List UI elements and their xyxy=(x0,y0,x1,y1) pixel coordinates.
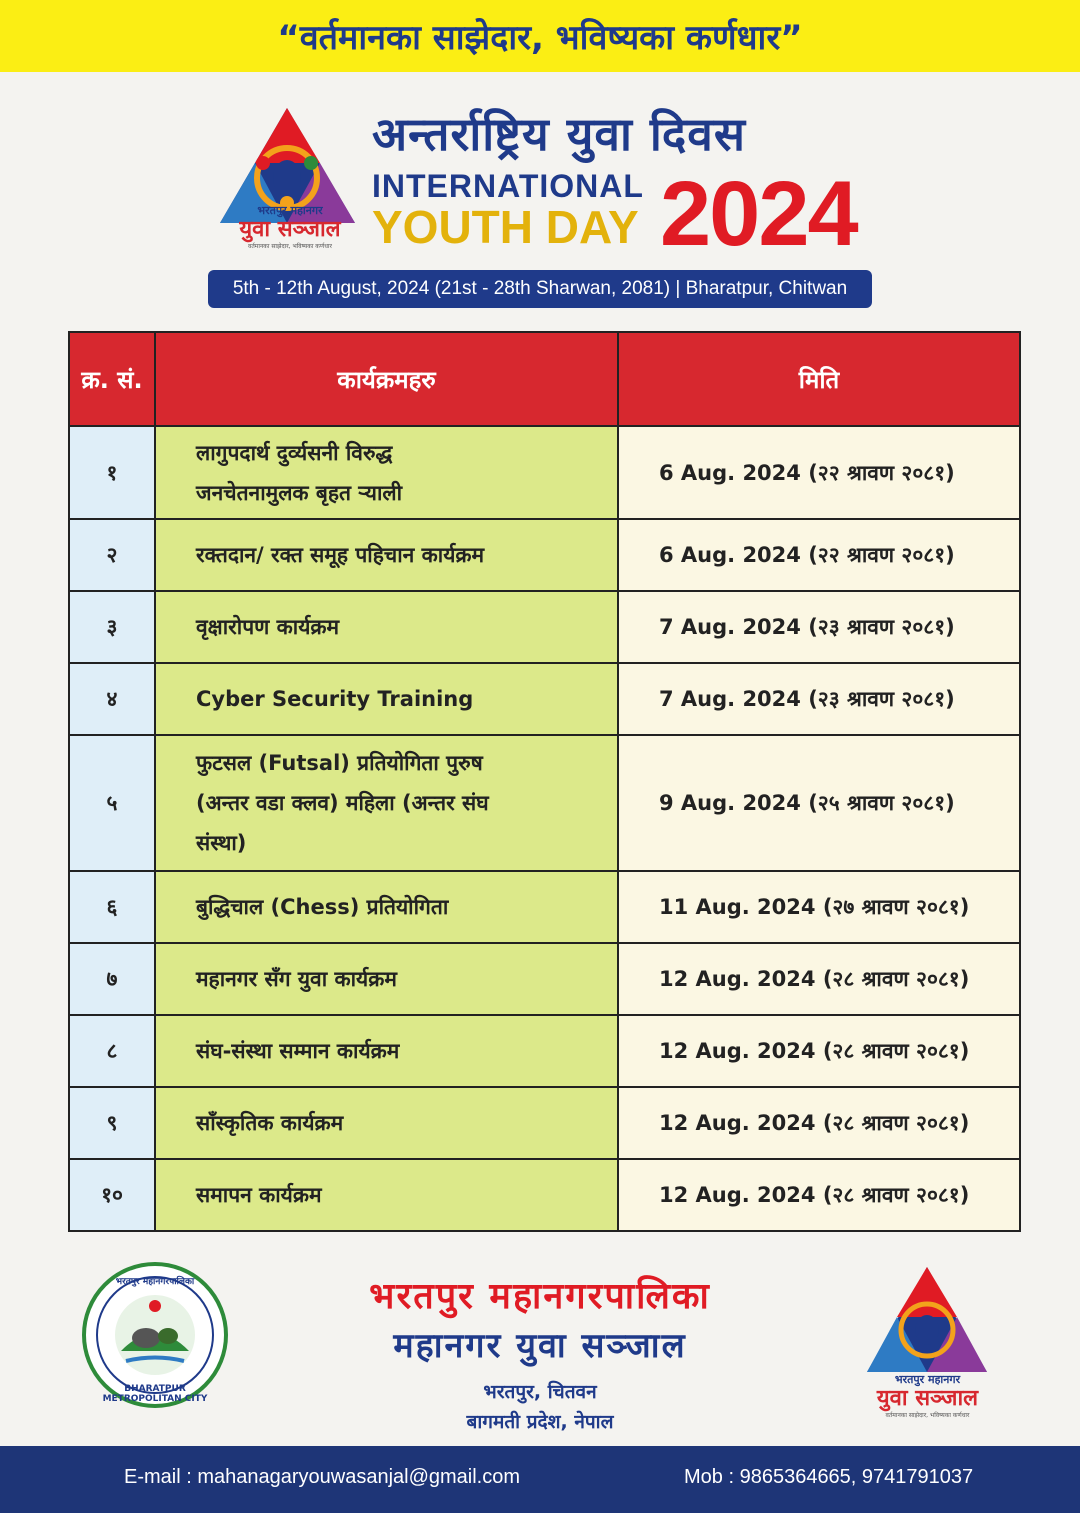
footer-logo-line2: युवा सञ्जाल xyxy=(876,1386,979,1411)
address-line1: भरतपुर, चितवन xyxy=(483,1381,597,1403)
org-name-municipality: भरतपुर महानगरपालिका xyxy=(369,1276,711,1317)
table-row xyxy=(69,591,1020,663)
row-sn: ३ xyxy=(69,591,155,663)
row-date: 7 Aug. 2024 (२३ श्रावण २०८१) xyxy=(618,663,1020,735)
row-date: 12 Aug. 2024 (२८ श्रावण २०८१) xyxy=(618,1015,1020,1087)
col-header-program: कार्यक्रमहरु xyxy=(155,332,618,426)
contact-bar xyxy=(0,1446,1080,1513)
footer-organization xyxy=(240,1270,840,1437)
row-date: 6 Aug. 2024 (२२ श्रावण २०८१) xyxy=(618,519,1020,591)
row-sn: ५ xyxy=(69,735,155,871)
row-sn: १ xyxy=(69,426,155,519)
table-row xyxy=(69,1087,1020,1159)
seal-text-bottom: BHARATPUR METROPOLITAN CITY xyxy=(102,1384,208,1404)
table-row xyxy=(69,943,1020,1015)
metropolitan-city-seal-icon xyxy=(82,1262,228,1408)
footer-logo-line1: भरतपुर महानगर xyxy=(894,1373,961,1386)
table-row xyxy=(69,735,1020,871)
contact-email: E-mail : mahanagaryouwasanjal@gmail.com xyxy=(124,1466,521,1488)
row-date: 12 Aug. 2024 (२८ श्रावण २०८१) xyxy=(618,1159,1020,1231)
event-date-pill xyxy=(208,270,872,308)
row-program: साँस्कृतिक कार्यक्रम xyxy=(155,1087,618,1159)
row-program: वृक्षारोपण कार्यक्रम xyxy=(155,591,618,663)
row-sn: ६ xyxy=(69,871,155,943)
row-program: रक्तदान/ रक्त समूह पहिचान कार्यक्रम xyxy=(155,519,618,591)
slogan-text: “वर्तमानका साझेदार, भविष्यका कर्णधार” xyxy=(277,18,803,58)
row-program: संघ-संस्था सम्मान कार्यक्रम xyxy=(155,1015,618,1087)
title-nepali: अन्तर्राष्ट्रिय युवा दिवस xyxy=(372,107,746,161)
row-date: 11 Aug. 2024 (२७ श्रावण २०८१) xyxy=(618,871,1020,943)
row-program: Cyber Security Training xyxy=(155,663,618,735)
org-name-youth-network: महानगर युवा सञ्जाल xyxy=(393,1326,687,1366)
col-header-date: मिति xyxy=(618,332,1020,426)
logo-line1: भरतपुर महानगर xyxy=(257,204,323,217)
logo-caption xyxy=(215,203,365,250)
table-row xyxy=(69,1159,1020,1231)
row-date: 7 Aug. 2024 (२३ श्रावण २०८१) xyxy=(618,591,1020,663)
title-youth-day: YOUTH DAY xyxy=(372,201,639,253)
row-date: 6 Aug. 2024 (२२ श्रावण २०८१) xyxy=(618,426,1020,519)
address-line2: बागमती प्रदेश, नेपाल xyxy=(466,1411,614,1433)
event-date-text: 5th - 12th August, 2024 (21st - 28th Sharwan, 2081) | Bharatpur, Chitwan xyxy=(232,278,848,299)
table-row xyxy=(69,1015,1020,1087)
table-row xyxy=(69,519,1020,591)
row-sn: ४ xyxy=(69,663,155,735)
contact-mobile: Mob : 9865364665, 9741791037 xyxy=(684,1466,974,1488)
address xyxy=(240,1377,840,1437)
row-date: 12 Aug. 2024 (२८ श्रावण २०८१) xyxy=(618,1087,1020,1159)
row-sn: ९ xyxy=(69,1087,155,1159)
table-header-row xyxy=(69,332,1020,426)
row-date: 12 Aug. 2024 (२८ श्रावण २०८१) xyxy=(618,943,1020,1015)
row-date: 9 Aug. 2024 (२५ श्रावण २०८१) xyxy=(618,735,1020,871)
title-international: INTERNATIONAL xyxy=(372,168,644,204)
table-row xyxy=(69,871,1020,943)
col-header-sn: क्र. सं. xyxy=(69,332,155,426)
row-program: फुटसल (Futsal) प्रतियोगिता पुरुष (अन्तर वडा क्लव) महिला (अन्तर संघ संस्था) xyxy=(155,735,618,871)
logo-line3: वर्तमानका साझेदार, भविष्यका कर्णधार xyxy=(248,243,332,250)
hero-header xyxy=(0,88,1080,318)
footer-logo-line3: वर्तमानका साझेदार, भविष्यका कर्णधार xyxy=(885,1412,970,1419)
slogan-banner xyxy=(0,0,1080,72)
row-program: महानगर सँग युवा कार्यक्रम xyxy=(155,943,618,1015)
row-program: बुद्धिचाल (Chess) प्रतियोगिता xyxy=(155,871,618,943)
logo-line2: युवा सञ्जाल xyxy=(239,217,341,242)
program-schedule-table xyxy=(68,331,1021,1232)
row-program: लागुपदार्थ दुर्व्यसनी विरुद्ध जनचेतनामुलक बृहत र्‍याली xyxy=(155,426,618,519)
seal-text-top: भरतपुर महानगरपालिका xyxy=(115,1277,195,1287)
row-sn: ७ xyxy=(69,943,155,1015)
table-row xyxy=(69,426,1020,519)
row-sn: २ xyxy=(69,519,155,591)
title-year: 2024 xyxy=(660,163,857,265)
row-sn: ८ xyxy=(69,1015,155,1087)
row-program: समापन कार्यक्रम xyxy=(155,1159,618,1231)
table-row xyxy=(69,663,1020,735)
row-sn: १० xyxy=(69,1159,155,1231)
footer-logo-caption xyxy=(855,1372,1000,1419)
